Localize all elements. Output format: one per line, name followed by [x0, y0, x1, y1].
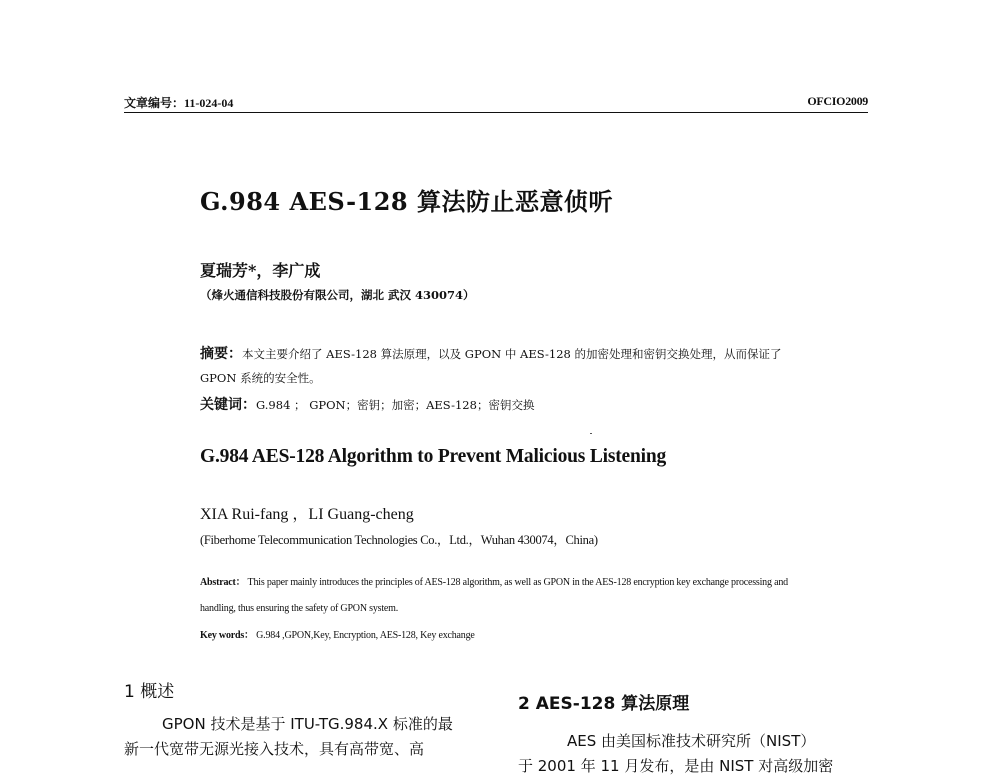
affiliation-cn: （烽火通信科技股份有限公司，湖北 武汉 430074）: [200, 288, 475, 302]
section-1-heading: 1 概述: [124, 682, 175, 702]
abstract-en-text: This paper mainly introduces the principles of AES-128 algorithm, as well as GPON in the AES-128 encryption key exchange processing and handling, thus ensuring the safety of GPON system.: [200, 577, 788, 614]
abstract-cn: [200, 342, 820, 390]
keywords-cn-text: G.984 ； GPON；密钥；加密；AES-128；密钥交换: [256, 398, 535, 412]
keywords-cn: [200, 394, 534, 414]
section-1-line-1: GPON 技术是基于 ITU-TG.984.X 标准的最: [162, 715, 453, 733]
stray-mark: [590, 433, 592, 434]
section-2-line-1: AES 由美国标准技术研究所（NIST）: [567, 732, 816, 750]
abstract-cn-text: 本文主要介绍了 AES-128 算法原理，以及 GPON 中 AES-128 的加密处理和密钥交换处理，从而保证了 GPON 系统的安全性。: [200, 347, 782, 385]
section-1-line-2: 新一代宽带无源光接入技术，具有高带宽、高: [124, 740, 425, 758]
article-number: 文章编号：11-024-04: [124, 96, 234, 110]
authors-cn: 夏瑞芳*，李广成: [200, 261, 321, 280]
page-title-cn: G.984 AES-128 算法防止恶意侦听: [200, 187, 613, 216]
running-header: [124, 92, 868, 113]
conference-id: OFCIO2009: [807, 94, 868, 108]
keywords-cn-label: 关键词：: [200, 397, 256, 413]
affiliation-en: (Fiberhome Telecommunication Technologies Co.，Ltd.，Wuhan 430074，China): [200, 533, 598, 547]
section-2-line-2: 于 2001 年 11 月发布，是由 NIST 对高级加密: [518, 757, 834, 775]
keywords-en-text: G.984 ,GPON,Key, Encryption, AES-128, Key exchange: [256, 630, 475, 641]
authors-en: XIA Rui-fang ，LI Guang-cheng: [200, 506, 414, 523]
section-2-heading: 2 AES-128 算法原理: [518, 694, 690, 714]
abstract-en-label: Abstract：: [200, 577, 246, 588]
page-title-en: G.984 AES-128 Algorithm to Prevent Malicious Listening: [200, 446, 667, 467]
keywords-en-label: Key words：: [200, 630, 254, 641]
keywords-en: [200, 626, 475, 641]
abstract-en: [200, 570, 820, 622]
abstract-cn-label: 摘要：: [200, 346, 242, 362]
